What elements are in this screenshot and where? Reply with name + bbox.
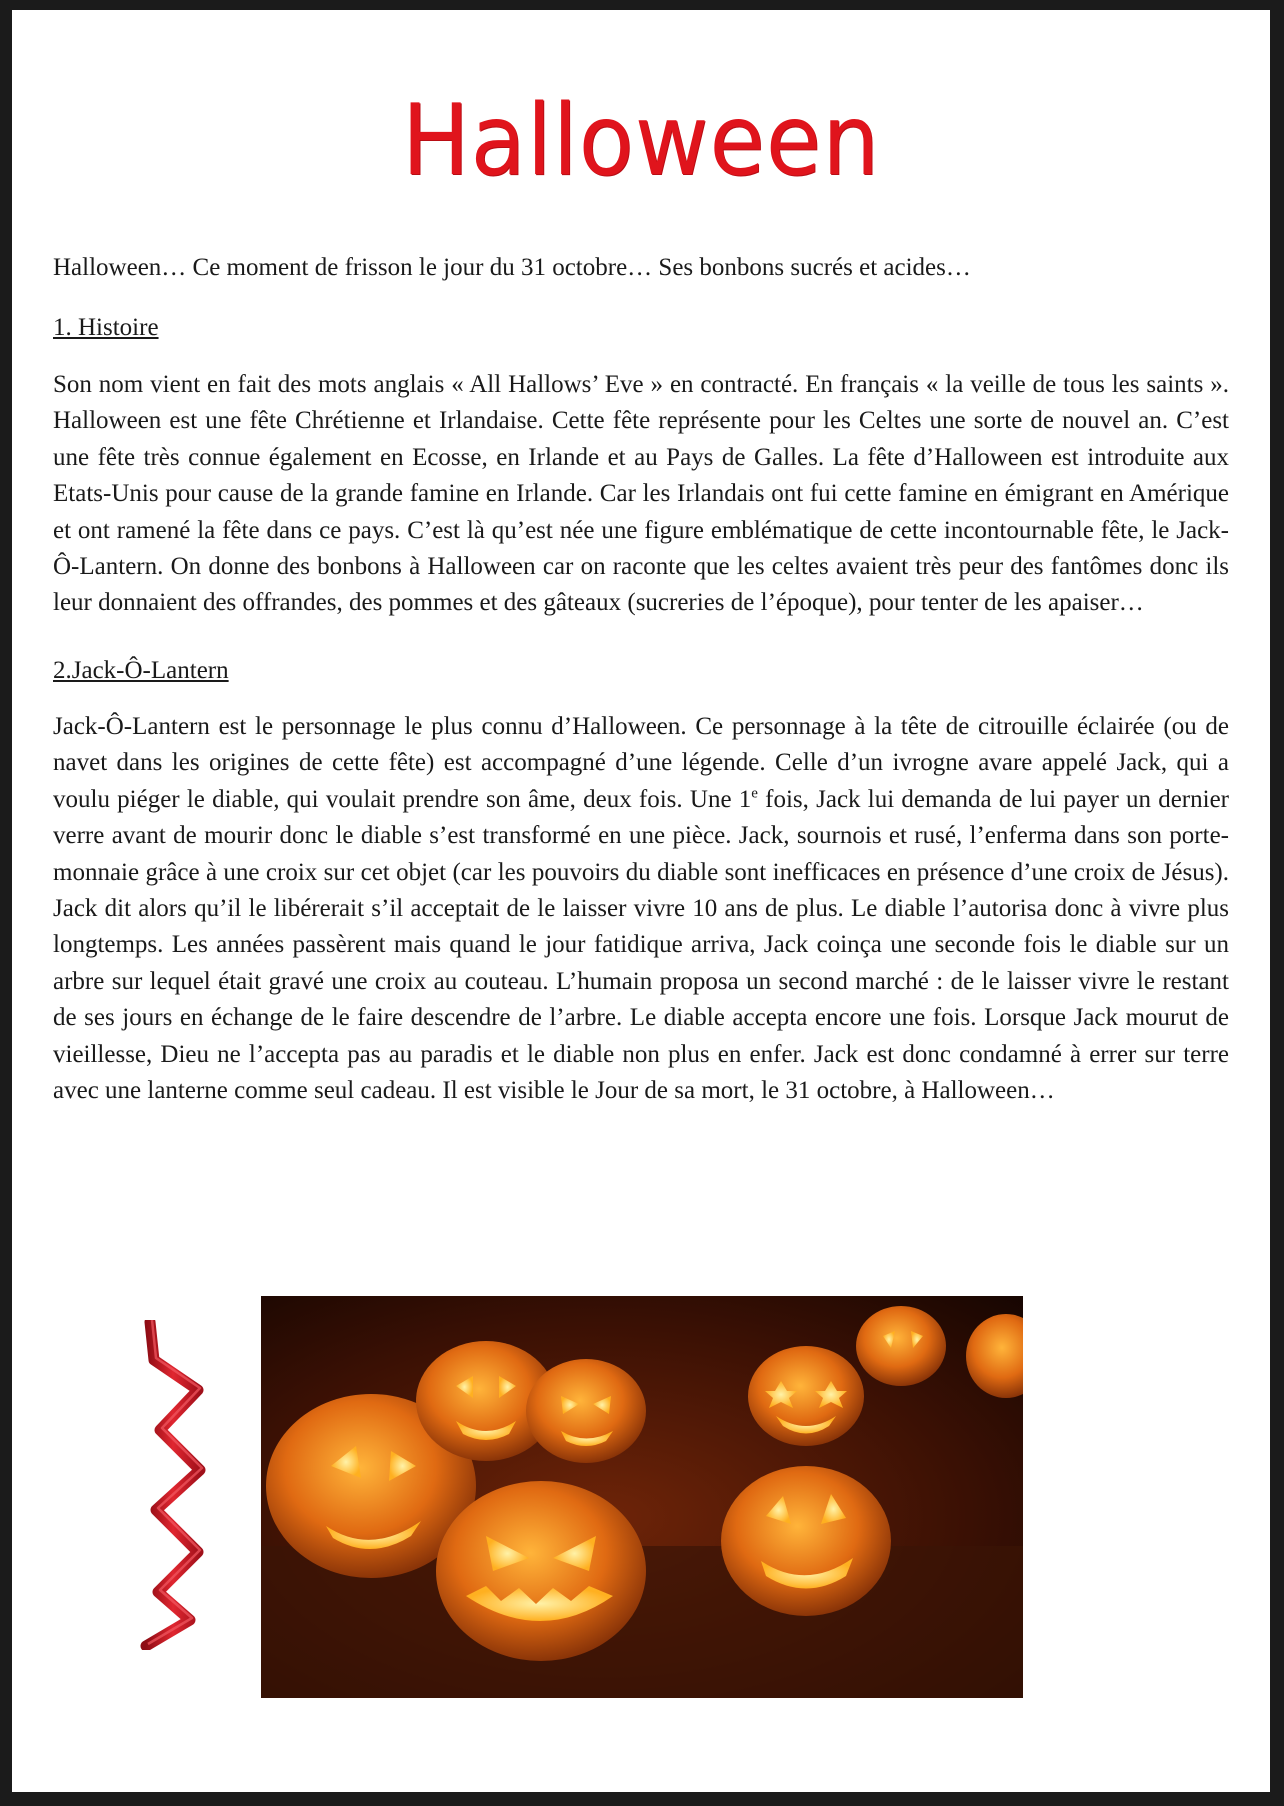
document-title: Halloween <box>401 84 881 198</box>
section-heading-histoire: 1. Histoire <box>53 314 159 341</box>
histoire-paragraph: Son nom vient en fait des mots anglais « All Hallows’ Eve » en contracté. En français « la veille de tous les saints ». Halloween est une fête Chrétienne et Irlandaise. Cette fête représente pour les Celtes une sorte de nouvel an. C’est une fête très connue également en Ecosse, en Irlande et au Pays de Galles. La fête d’Halloween est introduite aux Etats-Unis pour cause de la grande famine en Irlande. Car les Irlandais ont fui cette famine en émigrant en Amérique et ont ramené la fête dans ce pays. C’est là qu’est née une figure emblématique de cette incontournable fête, le Jack-Ô-Lantern. On donne des bonbons à Halloween car on raconte que les celtes avaient très peur des fantômes donc ils leur donnaient des offrandes, des pommes et des gâteaux (sucreries de l’époque), pour tenter de les apaiser… <box>53 371 1229 617</box>
jack-paragraph-part-1: Jack-Ô-Lantern est le personnage le plus connu d’Halloween. Ce personnage à la tête de citrouille éclairée (ou de navet dans les origines de cette fête) est accompagné d’une légende. Celle d’un ivrogne avare appelé Jack, qui a voulu piéger le diable, qui voulait prendre son âme, deux fois. Une 1 <box>53 713 1229 813</box>
document-page <box>12 10 1270 1792</box>
section-heading-jack-o-lantern: 2.Jack-Ô-Lantern <box>53 657 229 684</box>
pumpkin-back-middle <box>526 1359 646 1463</box>
pumpkins-photo <box>261 1296 1023 1698</box>
jack-o-lantern-paragraph <box>53 709 1229 1109</box>
pumpkin-star-eyes <box>748 1346 864 1446</box>
pumpkin-right-front <box>721 1466 891 1616</box>
ordinal-superscript: e <box>751 785 758 802</box>
pumpkin-front-center <box>436 1481 646 1661</box>
jack-paragraph-part-2: fois, Jack lui demanda de lui payer un dernier verre avant de mourir donc le diable s’est transformé en une pièce. Jack, sournois et rusé, l’enferma dans son porte-monnaie grâce à une croix sur cet objet (car les pouvoirs du diable sont inefficaces en présence d’une croix de Jésus). Jack dit alors qu’il le libérerait s’il acceptait de le laisser vivre 10 ans de plus. Le diable l’autorisa donc à vivre plus longtemps. Les années passèrent mais quand le jour fatidique arriva, Jack coinça une seconde fois le diable sur un arbre sur lequel était gravé une croix au couteau. L’humain proposa un second marché : de le laisser vivre le restant de ses jours en échange de le faire descendre de l’arbre. Le diable accepta encore une fois. Lorsque Jack mourut de vieillesse, Dieu ne l’accepta pas au paradis et le diable non plus en enfer. Jack est donc condamné à errer sur terre avec une lanterne comme seul cadeau. Il est visible le Jour de sa mort, le 31 octobre, à Halloween… <box>53 785 1230 1105</box>
red-ribbon-image <box>140 1320 220 1650</box>
intro-paragraph: Halloween… Ce moment de frisson le jour du 31 octobre… Ses bonbons sucrés et acides… <box>53 254 971 281</box>
